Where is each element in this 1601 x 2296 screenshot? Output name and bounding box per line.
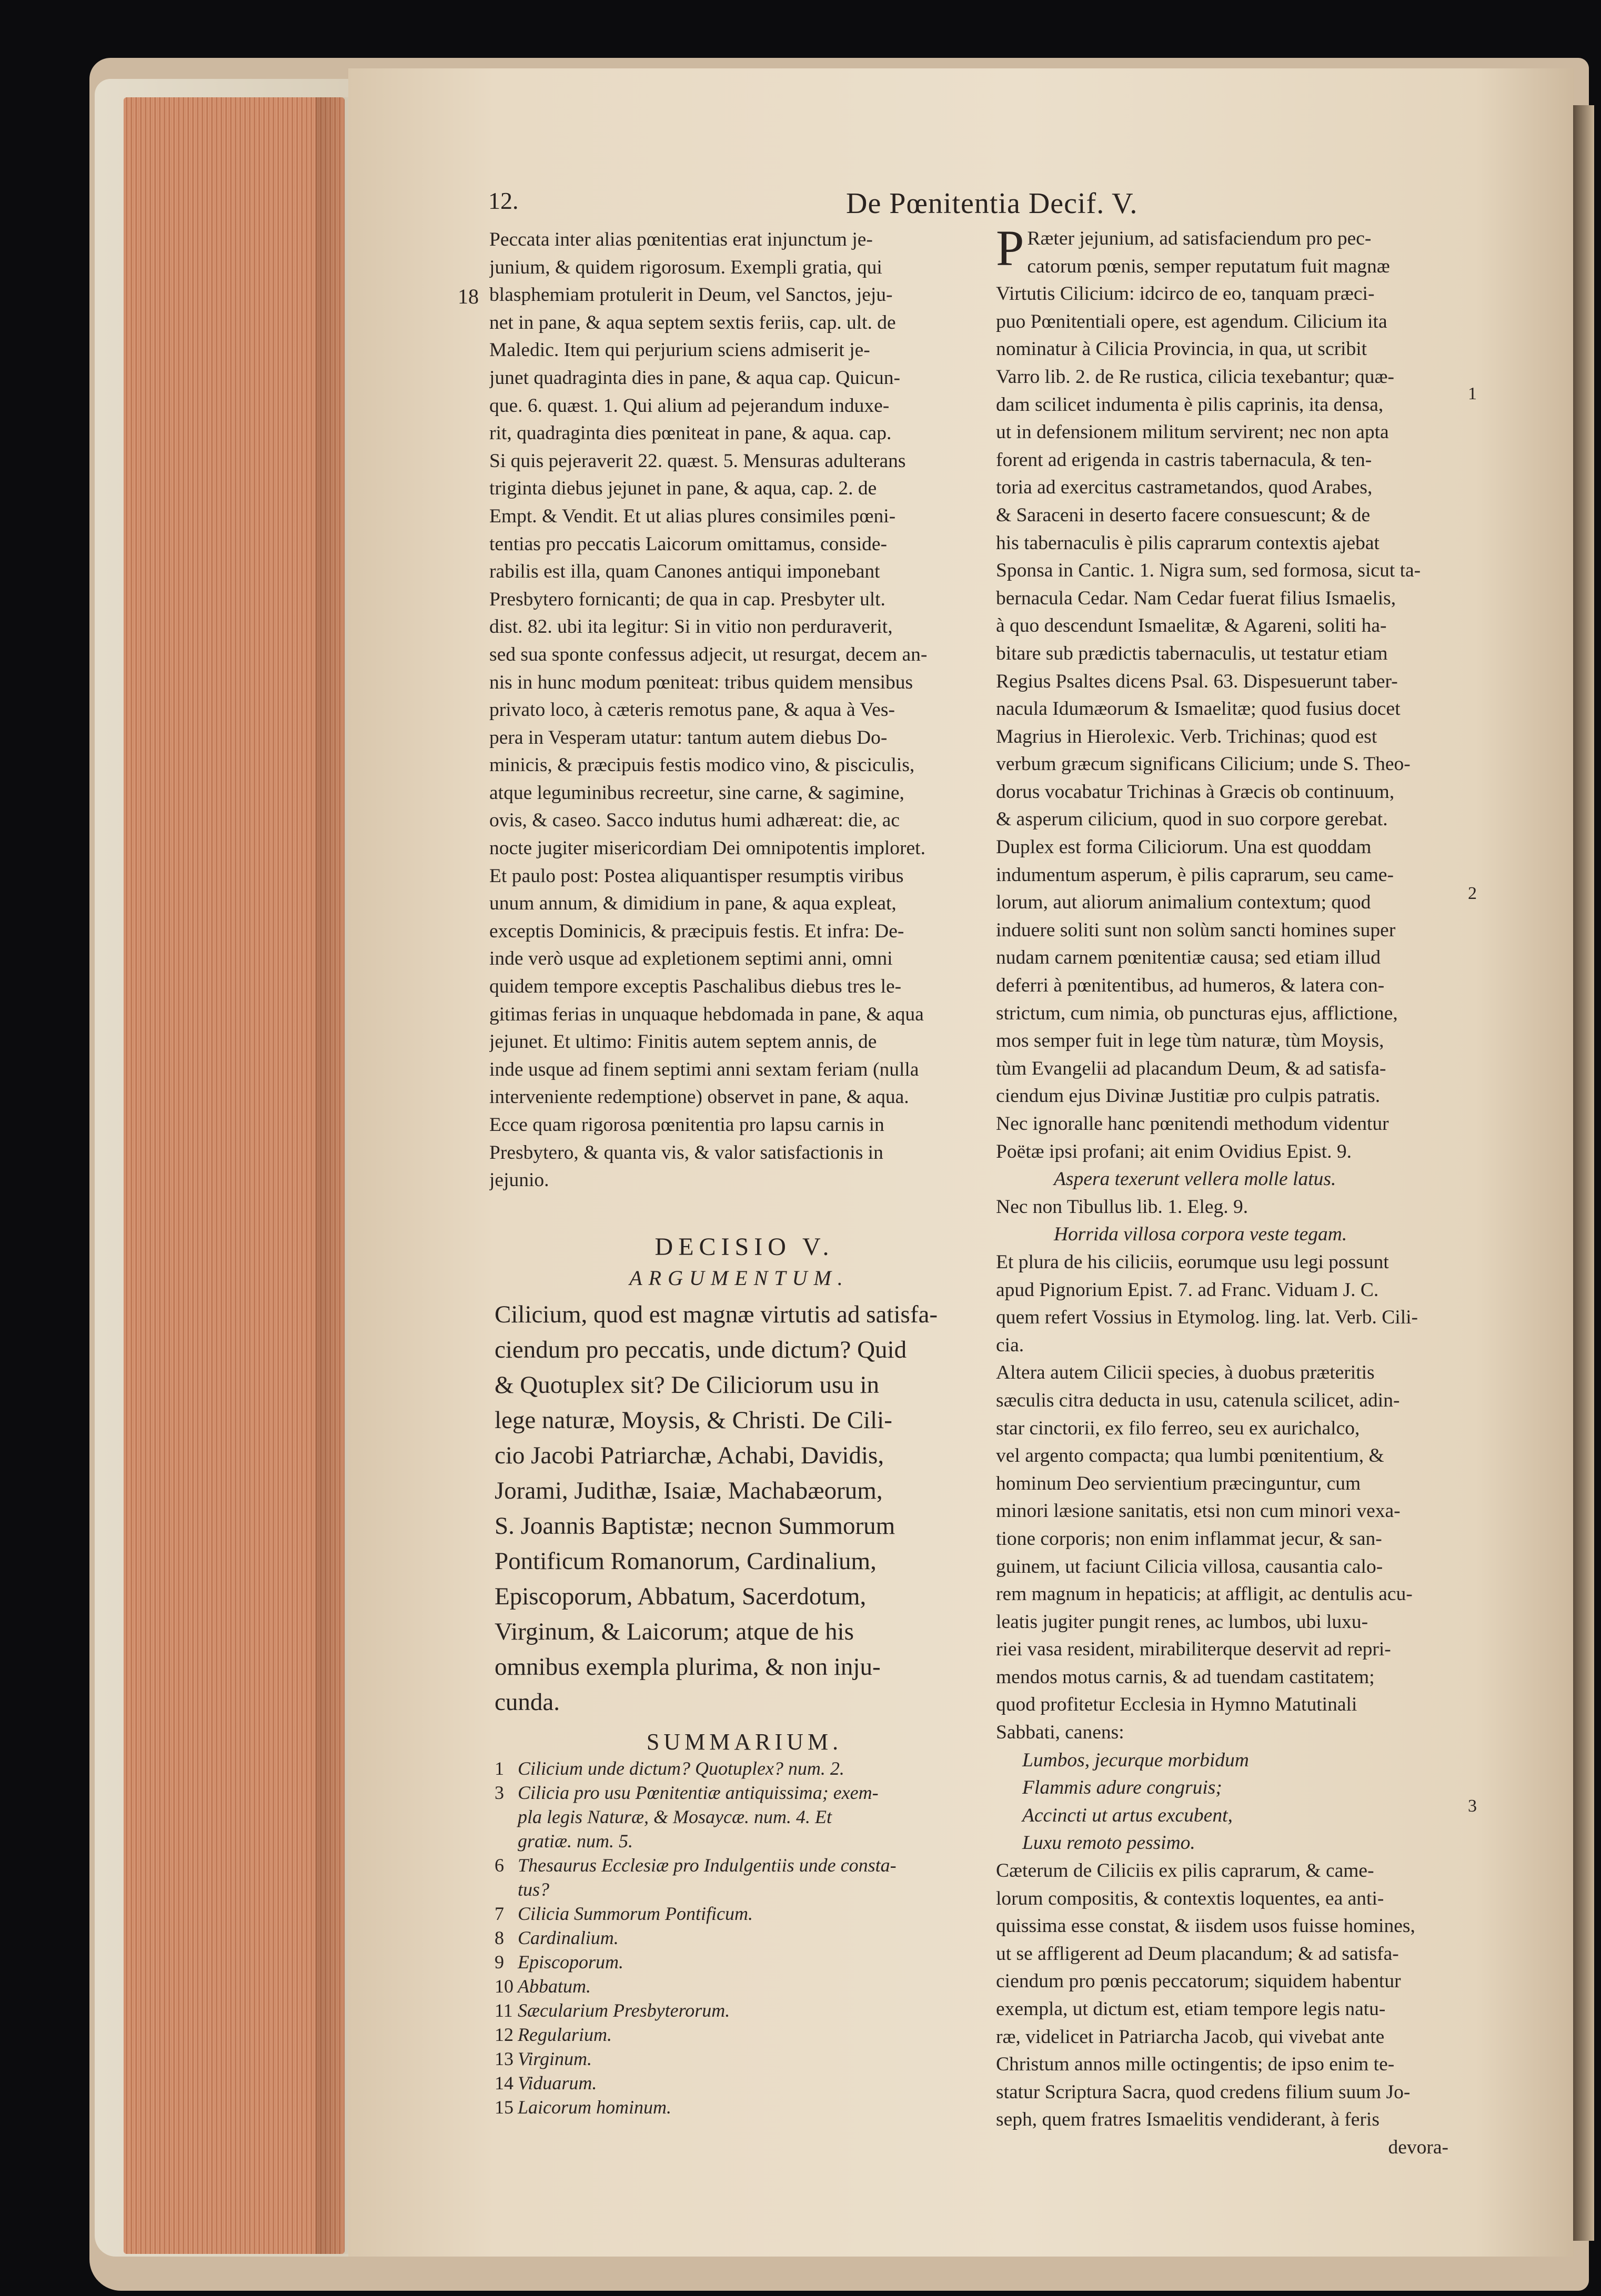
text-line: & Saraceni in deserto facere consuescunt; & de: [996, 504, 1371, 526]
text-line: jejunio.: [489, 1169, 549, 1191]
text-line: lorum compositis, & contextis loquentes, ea anti-: [996, 1887, 1384, 1909]
text-line: pera in Vesperam utatur: tantum autem diebus Do-: [489, 726, 888, 749]
text-line: Virtutis Cilicium: idcirco de eo, tanquam præci-: [996, 283, 1375, 305]
text-line: dam scilicet indumenta è pilis caprinis, ita densa,: [996, 393, 1384, 416]
text-line: rabilis est illa, quam Canones antiqui imponebant: [489, 561, 880, 583]
summarium-text: Cilicia Summorum Pontificum.: [518, 1903, 753, 1924]
ovid-verse: Aspera texerunt vellera molle latus.: [1054, 1168, 1336, 1190]
text-line: forent ad erigenda in castris tabernacula, & ten-: [996, 449, 1372, 471]
text-line: Ræter jejunium, ad satisfaciendum pro pec-: [1027, 228, 1372, 249]
text-line: nis in hunc modum pœniteat: tribus quidem mensibus: [489, 671, 913, 693]
summarium-item: [495, 1829, 963, 1853]
text-line: Varro lib. 2. de Re rustica, cilicia texebantur; quæ-: [996, 366, 1395, 388]
text-line: strictum, cum nimia, ob puncturas ejus, afflictione,: [996, 1002, 1398, 1024]
margin-note-number: 3: [1468, 1796, 1477, 1816]
summarium-number: 11: [495, 1999, 513, 2021]
summarium-number: 12: [495, 2024, 513, 2045]
text-line: junet quadraginta dies in pane, & aqua cap. Quicun-: [489, 367, 900, 389]
summarium-text: Episcoporum.: [518, 1951, 623, 1973]
text-line: Empt. & Vendit. Et ut alias plures consimiles pœni-: [489, 505, 896, 527]
summarium-item: [495, 1853, 963, 1877]
text-line: Presbytero fornicanti; de qua in cap. Presbyter ult.: [489, 588, 885, 610]
text-line: exempla, ut dictum est, etiam tempore legis natu-: [996, 1998, 1386, 2020]
text-line: Nec ignoralle hanc pœnitendi methodum videntur: [996, 1113, 1389, 1135]
summarium-number: 9: [495, 1951, 504, 1973]
summarium-item: [495, 1926, 963, 1950]
opening-paragraph: [996, 220, 1459, 280]
text-line: exceptis Dominicis, & præcipuis festis. Et infra: De-: [489, 920, 904, 942]
summarium-text: Laicorum hominum.: [518, 2096, 672, 2118]
page-number: 12.: [488, 187, 519, 214]
text-line: statur Scriptura Sacra, quod credens filium suum Jo-: [996, 2081, 1411, 2103]
text-line: cia.: [996, 1334, 1024, 1356]
summarium-number: 15: [495, 2096, 513, 2118]
text-line: nominatur à Cilicia Provincia, in qua, ut scribit: [996, 338, 1367, 360]
summarium-list: [495, 1756, 963, 2119]
hymn-verse-line: Accincti ut artus excubent,: [1022, 1804, 1233, 1826]
text-line: bernacula Cedar. Nam Cedar fuerat filius Ismaelis,: [996, 587, 1396, 609]
summarium-item: [495, 1781, 963, 1805]
margin-note-number: 2: [1468, 884, 1477, 903]
text-line: dist. 82. ubi ita legitur: Si in vitio non perduraverit,: [489, 616, 893, 638]
argumentum-line: S. Joannis Baptistæ; necnon Summorum: [495, 1512, 895, 1540]
text-line: Magrius in Hierolexic. Verb. Trichinas; quod est: [996, 725, 1377, 747]
text-line: Ecce quam rigorosa pœnitentia pro lapsu carnis in: [489, 1114, 884, 1136]
summarium-text: Sæcularium Presbyterorum.: [518, 1999, 730, 2021]
text-line: Regius Psaltes dicens Psal. 63. Dispesuerunt taber-: [996, 670, 1398, 692]
hymn-verse-line: Luxu remoto pessimo.: [1022, 1832, 1195, 1854]
text-line: apud Pignorium Epist. 7. ad Franc. Viduam J. C.: [996, 1279, 1379, 1301]
text-line: Duplex est forma Ciliciorum. Una est quoddam: [996, 836, 1372, 858]
text-line: tione corporis; non enim inflammat jecur, & san-: [996, 1528, 1382, 1550]
text-line: tentias pro peccatis Laicorum omittamus, conside-: [489, 533, 888, 555]
text-line: toria ad exercitus castrametandos, quod Arabes,: [996, 477, 1373, 499]
summarium-item: [495, 1950, 963, 1974]
summarium-number: 1: [495, 1757, 504, 1779]
text-line: & asperum cilicium, quod in suo corpore gerebat.: [996, 808, 1388, 831]
text-line: dorus vocabatur Trichinas à Græcis ob continuum,: [996, 781, 1395, 803]
page-gutter-shadow: [316, 97, 353, 2254]
argumentum-line: Jorami, Judithæ, Isaiæ, Machabæorum,: [495, 1477, 883, 1505]
text-line: quem refert Vossius in Etymolog. ling. lat. Verb. Cili-: [996, 1307, 1418, 1329]
summarium-item: [495, 1756, 963, 1781]
text-line: ovis, & caseo. Sacco indutus humi adhæreat: die, ac: [489, 810, 900, 832]
text-line: vel argento compacta; qua lumbi pœnitentium, &: [996, 1445, 1384, 1467]
text-line: ræ, videlicet in Patriarcha Jacob, qui vivebat ante: [996, 2026, 1385, 2048]
summarium-text: Abbatum.: [518, 1975, 591, 1997]
text-line: triginta diebus jejunet in pane, & aqua, cap. 2. de: [489, 478, 877, 500]
text-line: Cæterum de Ciliciis ex pilis caprarum, & came-: [996, 1860, 1374, 1882]
text-line: his tabernaculis è pilis caprarum contextis ajebat: [996, 532, 1380, 554]
hymn-verse-line: Flammis adure congruis;: [1022, 1777, 1222, 1799]
text-line: seph, quem fratres Ismaelitis vendiderant, à feris: [996, 2109, 1380, 2131]
text-line: ciendum ejus Divinæ Justitiæ pro culpis patratis.: [996, 1085, 1381, 1107]
text-line: minori læsione sanitatis, etsi non cum minori vexa-: [996, 1500, 1401, 1522]
summarium-item: [495, 1998, 963, 2022]
text-line: rit, quadraginta dies pœniteat in pane, & aqua. cap.: [489, 422, 892, 444]
text-line: minicis, & præcipuis festis modico vino, & pisciculis,: [489, 754, 915, 776]
text-line: induere soliti sunt non solùm sancti homines super: [996, 919, 1396, 941]
text-line: quissima esse constat, & iisdem usos fuisse homines,: [996, 1915, 1415, 1937]
tibullus-line: Nec non Tibullus lib. 1. Eleg. 9.: [996, 1196, 1248, 1218]
text-line: riei vasa resident, mirabiliterque deservit ad repri-: [996, 1638, 1391, 1661]
summarium-text: pla legis Naturæ, & Mosaycæ. num. 4. Et: [518, 1806, 832, 1827]
text-line: Peccata inter alias pœnitentias erat injunctum je-: [489, 229, 873, 250]
text-line: Maledic. Item qui perjurium sciens admiserit je-: [489, 339, 870, 361]
text-line: blasphemiam protulerit in Deum, vel Sanctos, jeju-: [489, 284, 893, 306]
text-line: indumentum asperum, è pilis caprarum, seu came-: [996, 864, 1394, 886]
drop-cap: P: [996, 220, 1024, 276]
text-line: verbum græcum significans Cilicium; unde S. Theo-: [996, 753, 1411, 775]
summarium-number: 14: [495, 2072, 513, 2093]
summarium-item: [495, 2071, 963, 2095]
summarium-text: tus?: [518, 1878, 550, 1900]
text-line: rem magnum in hepaticis; at affligit, ac dentulis acu-: [996, 1583, 1413, 1605]
summarium-number: 3: [495, 1782, 504, 1803]
text-line: Sponsa in Cantic. 1. Nigra sum, sed formosa, sicut ta-: [996, 560, 1421, 582]
summarium-item: [495, 2095, 963, 2119]
catchword: devora-: [1388, 2136, 1448, 2158]
text-line: jejunet. Et ultimo: Finitis autem septem annis, de: [489, 1031, 877, 1053]
text-line: ut se affligerent ad Deum placandum; & ad satisfa-: [996, 1943, 1399, 1965]
text-line: inde verò usque ad expletionem septimi anni, omni: [489, 948, 893, 970]
text-line: catorum pœnis, semper reputatum fuit magnæ: [1027, 255, 1390, 277]
summarium-item: [495, 1805, 963, 1829]
text-line: Et paulo post: Postea aliquantisper resumptis viribus: [489, 865, 904, 887]
summarium-number: 10: [495, 1975, 513, 1997]
text-line: ciendum pro pœnis peccatorum; siquidem habentur: [996, 1970, 1401, 1992]
summarium-item: [495, 2047, 963, 2071]
argumentum-line: cunda.: [495, 1688, 560, 1716]
text-line: mos semper fuit in lege tùm naturæ, tùm Moysis,: [996, 1030, 1384, 1052]
text-line: nudam carnem pœnitentiæ causa; sed etiam illud: [996, 947, 1381, 969]
summarium-number: 7: [495, 1903, 504, 1924]
right-column-text: [996, 220, 1459, 2162]
argumentum-line: ciendum pro peccatis, unde dictum? Quid: [495, 1336, 907, 1364]
summarium-text: gratiæ. num. 5.: [518, 1830, 633, 1852]
decisio-heading: DECISIO V.: [655, 1233, 834, 1261]
text-line: nacula Idumæorum & Ismaelitæ; quod fusius docet: [996, 698, 1401, 720]
argumentum-line: Pontificum Romanorum, Cardinalium,: [495, 1547, 877, 1575]
summarium-number: 6: [495, 1854, 504, 1876]
summarium-item: [495, 1974, 963, 1998]
margin-note-number: 18: [458, 285, 479, 308]
argumentum-line: lege naturæ, Moysis, & Christi. De Cili-: [495, 1407, 892, 1434]
text-line: gitimas ferias in unquaque hebdomada in pane, & aqua: [489, 1003, 924, 1025]
summarium-item: [495, 1901, 963, 1926]
text-line: mendos motus carnis, & ad tuendam castitatem;: [996, 1666, 1375, 1688]
hymn-verse-line: Lumbos, jecurque morbidum: [1022, 1749, 1249, 1771]
text-line: que. 6. quæst. 1. Qui alium ad pejerandum induxe-: [489, 395, 890, 417]
text-line: nocte jugiter misericordiam Dei omnipotentis imploret.: [489, 837, 925, 859]
tibullus-verse: Horrida villosa corpora veste tegam.: [1054, 1223, 1347, 1246]
summarium-text: Cilicia pro usu Pœnitentiæ antiquissima; exem-: [518, 1782, 879, 1803]
summarium-text: Virginum.: [518, 2048, 592, 2069]
summarium-number: 8: [495, 1927, 504, 1948]
text-line: Sabbati, canens:: [996, 1722, 1124, 1744]
text-line: sæculis citra deducta in usu, catenula scilicet, adin-: [996, 1389, 1400, 1411]
argumentum-line: Cilicium, quod est magnæ virtutis ad satisfa-: [495, 1301, 938, 1329]
text-line: tùm Evangelii ad placandum Deum, & ad satisfa-: [996, 1057, 1386, 1079]
argumentum-text: [495, 1297, 963, 1720]
text-line: leatis jugiter pungit renes, ac lumbos, ubi luxu-: [996, 1611, 1368, 1633]
text-line: deferri à pœnitentibus, ad humeros, & latera con-: [996, 975, 1385, 997]
decision-summary-block: [495, 1223, 963, 2119]
summarium-item: [495, 2022, 963, 2047]
text-line: ut in defensionem militum servirent; nec non apta: [996, 421, 1389, 443]
text-line: quidem tempore exceptis Paschalibus diebus tres le-: [489, 976, 902, 998]
argumentum-heading: ARGUMENTUM.: [629, 1266, 849, 1290]
text-line: Poëtæ ipsi profani; ait enim Ovidius Epist. 9.: [996, 1140, 1352, 1162]
summarium-number: 13: [495, 2048, 513, 2069]
text-line: bitare sub prædictis tabernaculis, ut testatur etiam: [996, 642, 1388, 664]
text-line: puo Pœnitentiali opere, est agendum. Cilicium ita: [996, 310, 1387, 332]
page-block-edges: [124, 97, 345, 2254]
text-line: atque leguminibus recreetur, sine carne, & sagimine,: [489, 782, 904, 804]
facing-page-edge: [1573, 105, 1594, 2241]
summarium-text: Regularium.: [518, 2024, 612, 2045]
text-line: Altera autem Cilicii species, à duobus præteritis: [996, 1362, 1375, 1384]
summarium-text: Thesaurus Ecclesiæ pro Indulgentiis unde consta-: [518, 1854, 897, 1876]
running-header: [488, 187, 1472, 224]
text-line: Presbytero, & quanta vis, & valor satisfactionis in: [489, 1141, 883, 1164]
margin-note-number: 1: [1468, 384, 1477, 403]
summarium-item: [495, 1877, 963, 1901]
text-line: lorum, aut aliorum animalium contextum; quod: [996, 892, 1371, 914]
text-line: quod profitetur Ecclesia in Hymno Matutinali: [996, 1694, 1357, 1716]
text-line: à quo descendunt Ismaelitæ, & Agareni, soliti ha-: [996, 615, 1387, 637]
text-line: junium, & quidem rigorosum. Exempli gratia, qui: [489, 256, 882, 278]
argumentum-line: Episcoporum, Abbatum, Sacerdotum,: [495, 1583, 867, 1611]
text-line: unum annum, & dimidium in pane, & aqua expleat,: [489, 893, 897, 915]
text-line: net in pane, & aqua septem sextis feriis, cap. ult. de: [489, 311, 896, 333]
text-line: Et plura de his ciliciis, eorumque usu legi possunt: [996, 1251, 1389, 1273]
summarium-text: Cardinalium.: [518, 1927, 619, 1948]
text-line: Si quis pejeraverit 22. quæst. 5. Mensuras adulterans: [489, 450, 906, 472]
running-title: De Pœnitentia Decif. V.: [846, 187, 1138, 220]
summarium-text: Cilicium unde dictum? Quotuplex? num. 2.: [518, 1757, 844, 1779]
text-line: guinem, ut faciunt Cilicia villosa, causantia calo-: [996, 1555, 1383, 1577]
text-line: star cinctorii, ex filo ferreo, seu ex aurichalco,: [996, 1417, 1360, 1439]
left-column-text: [489, 226, 952, 1195]
summarium-text: Viduarum.: [518, 2072, 597, 2093]
argumentum-line: cio Jacobi Patriarchæ, Achabi, Davidis,: [495, 1442, 884, 1470]
argumentum-line: Virginum, & Laicorum; atque de his: [495, 1618, 854, 1646]
argumentum-line: & Quotuplex sit? De Ciliciorum usu in: [495, 1371, 880, 1399]
text-line: interveniente redemptione) observet in pane, & aqua.: [489, 1086, 909, 1108]
text-line: privato loco, à cæteris remotus pane, & aqua à Ves-: [489, 699, 895, 721]
argumentum-line: omnibus exempla plurima, & non inju-: [495, 1653, 881, 1681]
summarium-heading: SUMMARIUM.: [646, 1729, 843, 1755]
text-line: hominum Deo servientium præcinguntur, cum: [996, 1472, 1361, 1494]
text-line: inde usque ad finem septimi anni sextam feriam (nulla: [489, 1058, 919, 1080]
text-line: Christum annos mille octingentis; de ipso enim te-: [996, 2054, 1395, 2076]
text-line: sed sua sponte confessus adjecit, ut resurgat, decem an-: [489, 643, 928, 665]
